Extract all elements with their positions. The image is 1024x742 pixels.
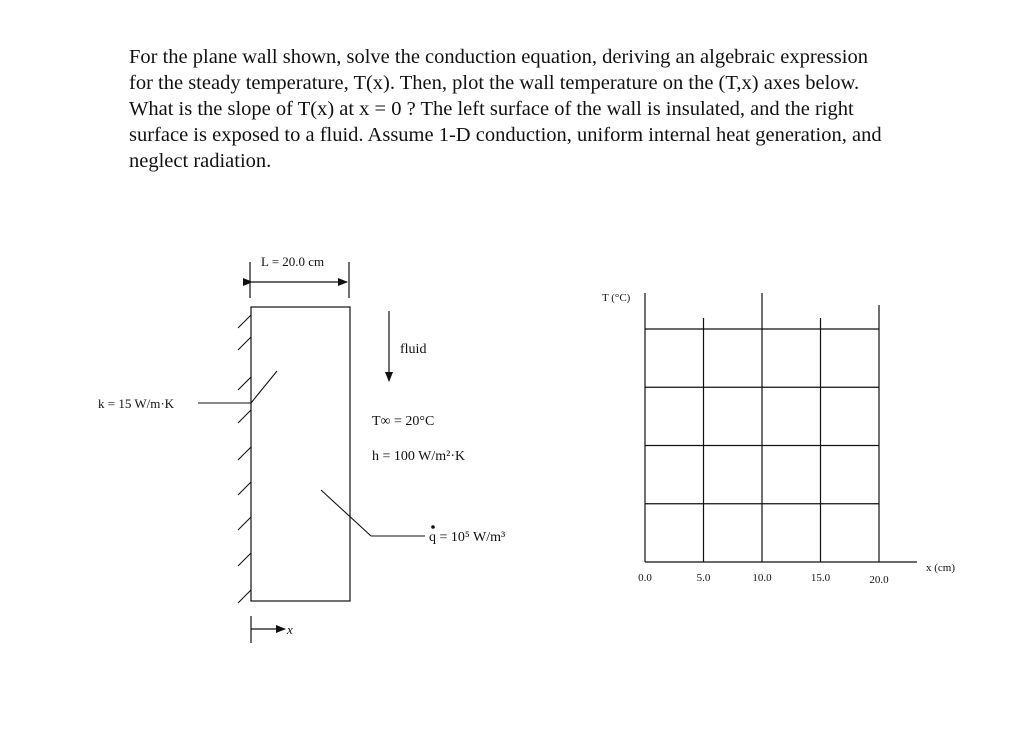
length-label: L = 20.0 cm	[261, 254, 325, 269]
x-tick-label: 10.0	[752, 572, 772, 584]
x-tick-label: 20.0	[869, 574, 889, 586]
x-axis-label: x	[287, 622, 293, 637]
temperature-chart	[602, 292, 955, 586]
problem-line: For the plane wall shown, solve the conduction equation, deriving an algebraic expression	[129, 46, 868, 68]
x-tick-label: 15.0	[810, 572, 831, 584]
wall-slab	[251, 307, 350, 601]
chart-ticks	[638, 572, 889, 586]
fluid-label: fluid	[400, 342, 427, 357]
problem-line: for the steady temperature, T(x). Then, plot the wall temperature on the (T,x) axes below.	[129, 72, 860, 94]
q-dot	[431, 525, 435, 529]
chart-grid	[645, 293, 917, 562]
x-tick-label: 0.0	[638, 572, 652, 584]
y-axis-label: T (°C)	[602, 292, 631, 304]
fluid-temperature-label: T∞ = 20°C	[372, 414, 435, 429]
x-axis-label-chart: x (cm)	[926, 562, 956, 574]
conductivity-label: k = 15 W/m·K	[98, 396, 175, 411]
q-leader-diag	[321, 490, 371, 536]
insulation-hatch	[238, 315, 251, 603]
x-tick-label: 5.0	[696, 572, 711, 584]
k-leader-diag	[251, 371, 277, 403]
problem-line: surface is exposed to a fluid. Assume 1-D conduction, uniform internal heat generation, and	[129, 124, 882, 146]
wall-diagram	[98, 254, 505, 643]
problem-line: What is the slope of T(x) at x = 0 ? The left surface of the wall is insulated, and the right	[129, 98, 854, 120]
problem-line: neglect radiation.	[129, 150, 272, 172]
heat-generation-label: q = 10⁵ W/m³	[429, 530, 506, 545]
heat-transfer-coefficient-label: h = 100 W/m²·K	[372, 449, 466, 464]
